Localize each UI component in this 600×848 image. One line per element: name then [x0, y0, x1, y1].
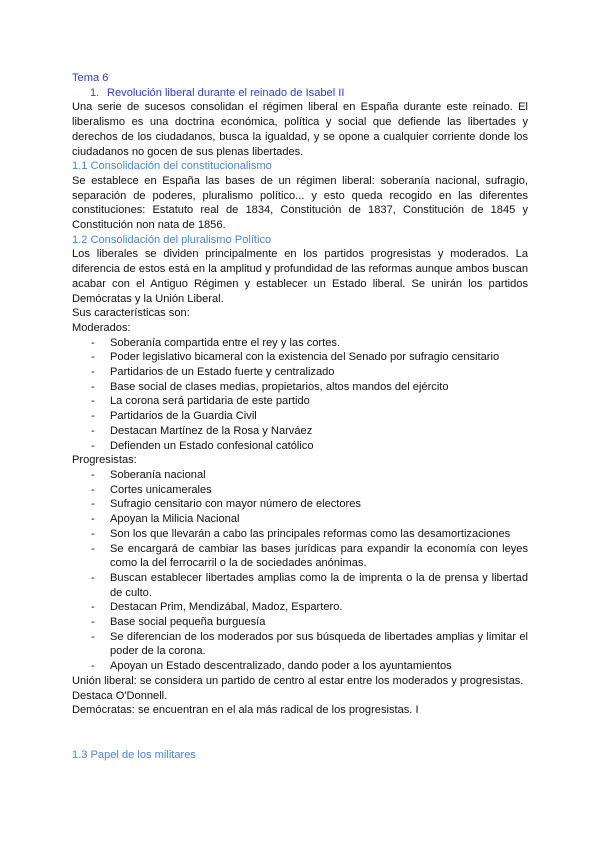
caracteristicas-label: Sus características son: [72, 307, 190, 320]
list-item: - Defienden un Estado confesional católico [72, 439, 528, 454]
list-item: - Destacan Martínez de la Rosa y Narváez [72, 424, 528, 439]
section-heading [72, 86, 528, 101]
list-item: - Cortes unicamerales [72, 483, 528, 498]
list-item: - Base social de clases medias, propietarios, altos mandos del ejército [72, 380, 528, 395]
tema-title: Tema 6 [72, 72, 109, 84]
subsection-title-1-3: 1.3 Papel de los militares [72, 748, 196, 761]
list-item: - Se encargará de cambiar las bases jurídicas para expandir la economía con leyes como la del ferrocarril o la de sociedades anónimas. [72, 542, 528, 571]
heading-number: 1. [90, 86, 100, 99]
subsection-text-1-2: Los liberales se dividen principalmente en los partidos progresistas y moderados. La diferencia de estos está en la amplitud y profundidad de las reformas aunque ambos buscan acabar con el Antiguo Régimen y establecer un Estado liberal. Se unirán los partidos Demócratas y la Unión Liberal. [72, 248, 528, 305]
list-item: - Soberanía nacional [72, 468, 528, 483]
moderados-label: Moderados: [72, 321, 131, 334]
list-item: - Partidarios de un Estado fuerte y centralizado [72, 365, 528, 380]
list-item: - Soberanía compartida entre el rey y las cortes. [72, 336, 528, 351]
moderados-list [72, 336, 528, 454]
spacer [72, 718, 528, 748]
list-item: - Buscan establecer libertades amplias como la de imprenta o la de prensa y libertad de culto. [72, 571, 528, 600]
list-item: - Apoyan la Milicia Nacional [72, 512, 528, 527]
progresistas-label: Progresistas: [72, 454, 137, 467]
list-item: - Sufragio censitario con mayor número de electores [72, 497, 528, 512]
list-item: - Son los que llevarán a cabo las principales reformas como las desamortizaciones [72, 527, 528, 542]
list-item: - Partidarios de la Guardia Civil [72, 409, 528, 424]
progresistas-list [72, 468, 528, 674]
intro-paragraph: Una serie de sucesos consolidan el régimen liberal en España durante este reinado. El liberalismo es una doctrina económica, política y social que defiende las libertades y derechos de los ciudadanos, busca la igualdad, y se opone a cualquier corriente donde los ciudadanos no gocen de sus plenas libertades. [72, 101, 528, 158]
subsection-text-1-1: Se establece en España las bases de un régimen liberal: soberanía nacional, sufragio, separación de poderes, pluralismo político... y esto queda recogido en las diferentes constituciones: Estatuto real de 1834, Constitución de 1837, Constitución de 1845 y Constitución non nata de 1856. [72, 174, 528, 232]
list-item: - Apoyan un Estado descentralizado, dando poder a los ayuntamientos [72, 659, 528, 674]
list-item: - La corona será partidaria de este partido [72, 394, 528, 409]
democratas-paragraph: Demócratas: se encuentran en el ala más radical de los progresistas. I [72, 704, 419, 717]
list-item: - Destacan Prim, Mendizábal, Madoz, Espartero. [72, 600, 528, 615]
document-body [72, 71, 528, 763]
union-liberal-paragraph: Unión liberal: se considera un partido de centro al estar entre los moderados y progresistas. Destaca O'Donnell. [72, 674, 524, 702]
list-item: - Se diferencian de los moderados por sus búsqueda de libertades amplias y limitar el poder de la corona. [72, 630, 528, 659]
subsection-title-1-2: 1.2 Consolidación del pluralismo Político [72, 233, 272, 246]
subsection-title-1-1: 1.1 Consolidación del constitucionalismo [72, 160, 272, 173]
list-item: - Poder legislativo bicameral con la existencia del Senado por sufragio censitario [72, 350, 528, 365]
heading-text: Revolución liberal durante el reinado de Isabel II [107, 86, 345, 99]
list-item: - Base social pequeña burguesía [72, 615, 528, 630]
